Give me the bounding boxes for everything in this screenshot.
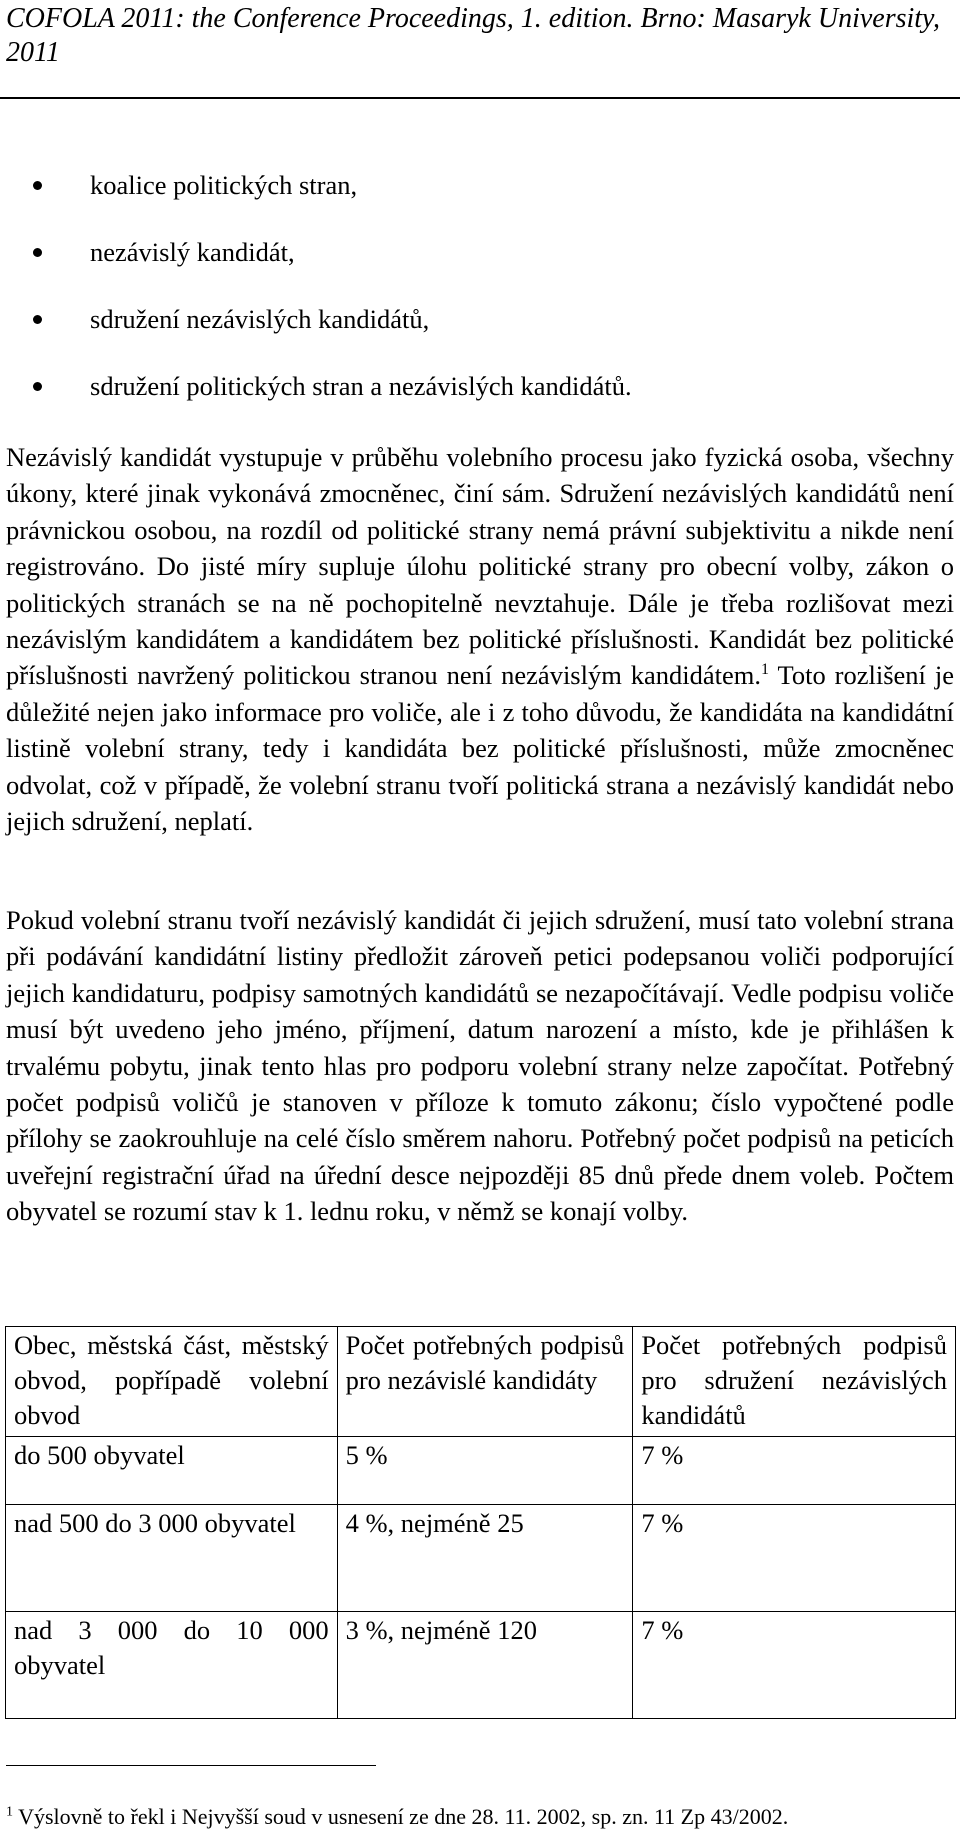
bullet-list [0,168,960,436]
paragraph-text: Toto rozlišení je důležité nejen jako informace pro voliče, ale i z toho důvodu, že kandidáta na kandidátní listině volební strany, tedy i kandidáta bez politické příslušnosti, může zmocněnec odvolat, což v případě, že volební stranu tvoří politická strana a nezávislý kandidát nebo jejich sdružení, neplatí. [6,660,954,837]
bullet-icon [33,382,42,391]
table-cell: 4 %, nejméně 25 [337,1505,633,1612]
column-header-independent: Počet potřebných podpisů pro nezávislé kandidáty [337,1327,633,1437]
footnote-divider [6,1765,376,1766]
bullet-icon [33,181,42,190]
table-cell: nad 3 000 do 10 000 obyvatel [6,1612,338,1719]
table-cell: 3 %, nejméně 120 [337,1612,633,1719]
table-cell: 7 % [633,1505,956,1612]
table-row [6,1612,956,1719]
bullet-icon [33,315,42,324]
paragraph-petition: Pokud volební stranu tvoří nezávislý kandidát či jejich sdružení, musí tato volební strana při podávání kandidátní listiny předložit zároveň petici podepsanou voliči podporující jejich kandidaturu, podpisy samotných kandidátů se nezapočítávají. Vedle podpisu voliče musí být uvedeno jeho jméno, příjmení, datum narození a místo, kde je přihlášen k trvalému pobytu, jinak tento hlas pro podporu volební strany nelze započítat. Potřebný počet podpisů voličů je stanoven v příloze k tomuto zákonu; číslo vypočtené podle přílohy se zaokrouhluje na celé číslo směrem nahoru. Potřebný počet podpisů na peticích uveřejní registrační úřad na úřední desce nejpozději 85 dnů přede dnem voleb. Počtem obyvatel se rozumí stav k 1. lednu roku, v němž se konají volby. [6,905,954,1227]
page-header-citation: COFOLA 2011: the Conference Proceedings, 1. edition. Brno: Masaryk University, 2011 [6,3,940,68]
footnote-reference: 1 [761,661,770,679]
footnote-text: Výslovně to řekl i Nejvyšší soud v usnesení ze dne 28. 11. 2002, sp. zn. 11 Zp 43/2002. [13,1804,789,1829]
bullet-icon [33,248,42,257]
column-header-association: Počet potřebných podpisů pro sdružení nezávislých kandidátů [633,1327,956,1437]
list-item [0,235,960,302]
list-item [0,302,960,369]
list-item-text: sdružení politických stran a nezávislých kandidátů. [90,371,632,401]
footnote-number: 1 [6,1804,13,1820]
table-row [6,1437,956,1505]
list-item-text: koalice politických stran, [90,170,358,200]
table-cell: nad 500 do 3 000 obyvatel [6,1505,338,1612]
table-cell: 7 % [633,1612,956,1719]
signature-requirements-table [5,1326,956,1719]
header-divider [0,97,960,99]
list-item [0,369,960,436]
paragraph-text: Nezávislý kandidát vystupuje v průběhu volebního procesu jako fyzická osoba, všechny úkony, které jinak vykonává zmocněnec, činí sám. Sdružení nezávislých kandidátů není právnickou osobou, na rozdíl od politické strany nemá právní subjektivitu a nikde není registrováno. Do jisté míry supluje úlohu politické strany pro obecní volby, zákon o politických stranách se na ně pochopitelně nevztahuje. Dále je třeba rozlišovat mezi nezávislým kandidátem a kandidátem bez politické příslušnosti. Kandidát bez politické příslušnosti navržený politickou stranou není nezávislým kandidátem. [6,442,954,691]
table-row [6,1505,956,1612]
column-header-municipality: Obec, městská část, městský obvod, popřípadě volební obvod [6,1327,338,1437]
table-cell: do 500 obyvatel [6,1437,338,1505]
table-header-row [6,1327,956,1437]
footnote [6,1802,954,1832]
paragraph-independent-candidate [6,439,954,839]
list-item [0,168,960,235]
table-cell: 7 % [633,1437,956,1505]
table-cell: 5 % [337,1437,633,1505]
list-item-text: nezávislý kandidát, [90,237,295,267]
list-item-text: sdružení nezávislých kandidátů, [90,304,430,334]
